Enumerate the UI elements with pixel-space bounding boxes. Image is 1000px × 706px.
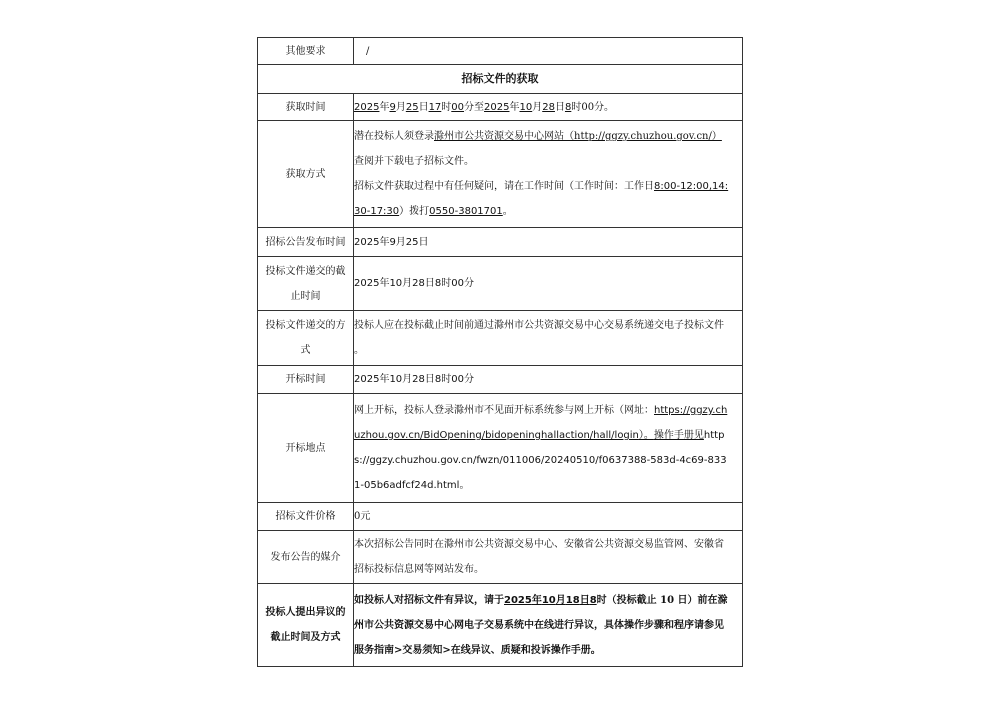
media-label: 发布公告的媒介 [258,531,354,584]
other-requirements-value: / [354,38,743,65]
row-other-requirements [258,38,743,65]
objection-year-unit: 年 [531,594,542,606]
announce-date-value: 2025年9月25日 [354,228,743,257]
media-line2: 招标投标信息网等网站发布。 [354,564,484,575]
text-day: 日 [418,101,429,113]
text-hour: 时 [441,101,452,113]
media-line1: 本次招标公告同时在滁州市公共资源交易中心、安徽省公共资源交易监管网、安徽省 [354,539,724,550]
row-announce-date [258,228,743,257]
row-open-time [258,366,743,394]
period: 。 [502,206,513,217]
submit-deadline-label [258,257,354,311]
submit-method-value [354,311,743,366]
objection-prefix: 如投标人对招标文件有异议，请于 [354,594,504,606]
objection-line3: 服务指南>交易须知>在线异议、质疑和投诉操作手册。 [354,644,601,656]
obtain-start-year: 2025 [354,101,380,113]
manual-url-part2: s://ggzy.chuzhou.gov.cn/fwzn/011006/20240510/f0637388-583d-4c69-833 [354,455,727,466]
objection-suffix: 时（投标截止 10 日）前在滁 [596,594,728,606]
open-place-label: 开标地点 [258,394,354,503]
manual-see: 操作手册见 [653,430,704,441]
section-title: 招标文件的获取 [258,65,743,94]
row-media [258,531,743,584]
work-hours-part1: 8:00-12:00,14: [654,181,729,192]
objection-hour: 8 [589,594,597,606]
call-text: ）拨打 [399,206,430,217]
row-obtain-method [258,121,743,228]
media-value [354,531,743,584]
obtain-time-label: 获取时间 [258,94,354,121]
objection-label-1: 投标人提出异议的 [265,607,346,618]
obtain-start-minute: 00 [451,101,465,113]
row-open-place [258,394,743,503]
obtain-start-hour: 17 [428,101,442,113]
objection-month-unit: 月 [555,594,566,606]
objection-line2: 州市公共资源交易中心网电子交易系统中在线进行异议，具体操作步骤和程序请参见 [354,619,724,631]
ggzy-website-link[interactable]: 滁州市公共资源交易中心网站（http://ggzy.chuzhou.gov.cn/） [434,131,722,142]
text-month-2: 月 [532,101,543,113]
submit-method-label-1: 投标文件递交的方 [265,320,346,331]
objection-label-2: 截止时间及方式 [270,632,341,643]
submit-method-line2: 。 [354,345,364,356]
row-price [258,503,743,531]
row-section-title [258,65,743,94]
obtain-method-prefix: 潜在投标人须登录 [354,131,434,142]
objection-day: 18 [565,594,580,606]
bid-opening-link-part2[interactable]: uzhou.gov.cn/BidOpening/bidopeninghallaction/hall/login [354,430,639,441]
obtain-start-month: 9 [389,101,396,113]
submit-method-line1: 投标人应在投标截止时间前通过滁州市公共资源交易中心交易系统递交电子投标文件 [354,320,724,331]
open-place-bracket: ）。 [638,430,654,441]
submit-deadline-value: 2025年10月28日8时00分 [354,257,743,311]
price-value: 0元 [354,503,743,531]
text-year-2: 年 [509,101,520,113]
manual-url-part3: 1-05b6adfcf24d.html。 [354,480,470,491]
announce-date-label: 招标公告发布时间 [258,228,354,257]
price-label: 招标文件价格 [258,503,354,531]
row-obtain-time [258,94,743,121]
text-month: 月 [395,101,406,113]
open-place-intro: 网上开标，投标人登录滁州市不见面开标系统参与网上开标（网址： [354,405,654,416]
row-submit-method [258,311,743,366]
text-end: 时00分。 [571,101,615,113]
other-requirements-label: 其他要求 [258,38,354,65]
row-objection [258,584,743,667]
objection-month: 10 [541,594,556,606]
work-hours-part2: 30-17:30 [354,206,400,217]
objection-year: 2025 [504,594,532,606]
phone-number[interactable]: 0550-3801701 [429,206,503,217]
tender-info-table [257,37,743,667]
open-time-label: 开标时间 [258,366,354,394]
submit-method-label [258,311,354,366]
obtain-end-hour: 8 [564,101,572,113]
obtain-end-day: 28 [542,101,555,113]
submit-method-label-2: 式 [300,345,311,356]
obtain-method-value [354,121,743,228]
objection-value [354,584,743,667]
bid-opening-link-part1[interactable]: https://ggzy.ch [654,405,728,416]
submit-deadline-label-1: 投标文件递交的截 [265,265,346,277]
manual-url-part1: http [703,430,725,441]
obtain-method-label: 获取方式 [258,121,354,228]
text-day-2: 日 [554,101,565,113]
obtain-method-query: 招标文件获取过程中有任何疑问，请在工作时间（工作时间：工作日 [354,181,654,192]
obtain-end-month: 10 [519,101,533,113]
obtain-end-year: 2025 [484,101,510,113]
obtain-start-day: 25 [405,101,419,113]
open-place-value [354,394,743,503]
row-submit-deadline [258,257,743,311]
obtain-time-value [354,94,743,121]
text-year: 年 [379,101,390,113]
open-time-value: 2025年10月28日8时00分 [354,366,743,394]
objection-day-unit: 日 [579,594,590,606]
obtain-method-line2: 查阅并下载电子招标文件。 [354,156,474,167]
submit-deadline-label-2: 止时间 [290,290,321,302]
objection-label [258,584,354,667]
text-minute-to: 分至 [464,101,485,113]
